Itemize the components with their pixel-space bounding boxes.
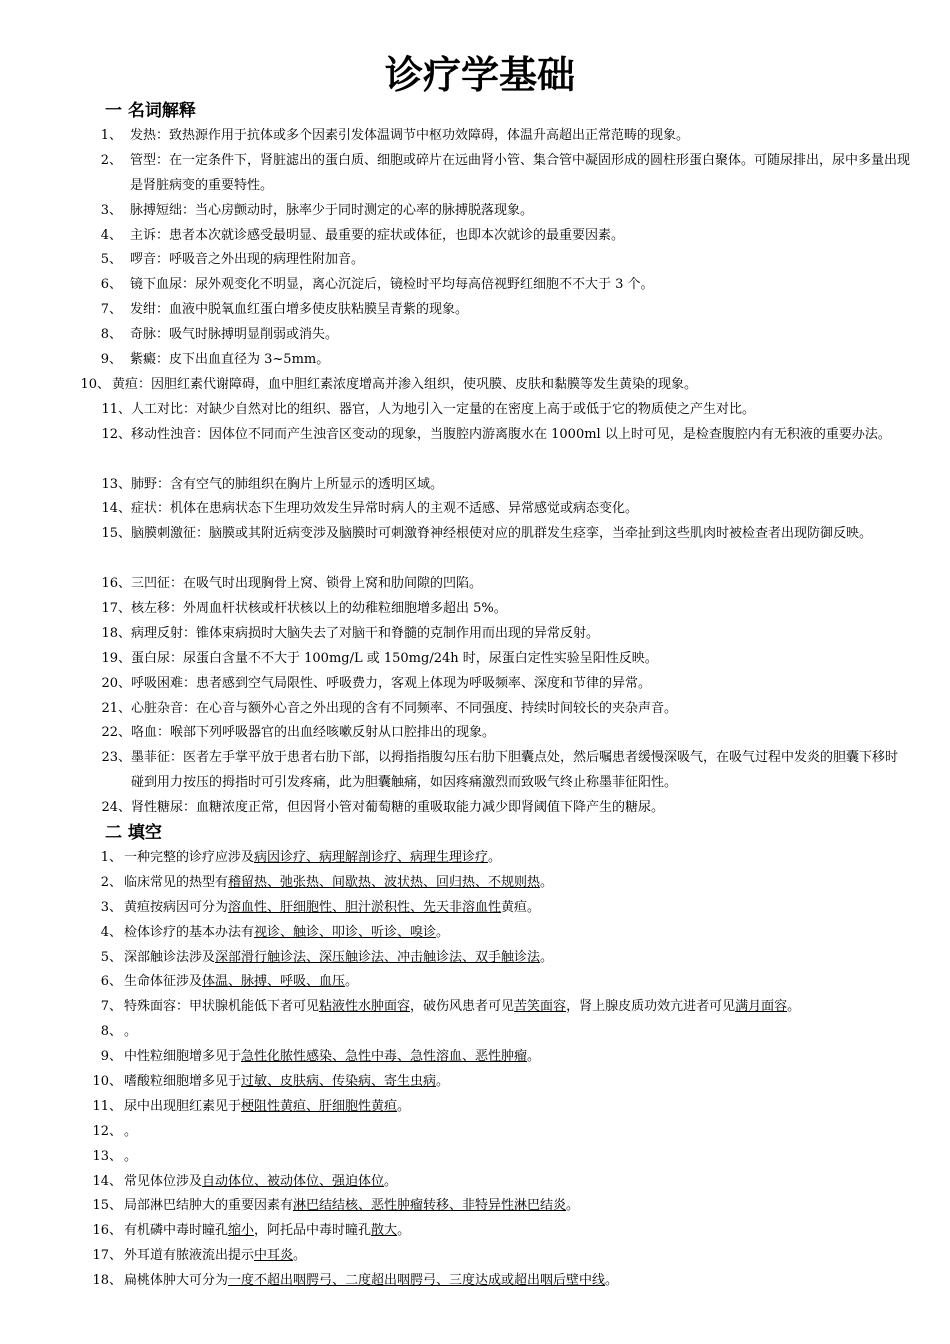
item-number: 1、 xyxy=(100,850,122,865)
fill-in-item xyxy=(0,1120,950,1145)
fill-in-text xyxy=(124,1219,410,1244)
item-number: 15、 xyxy=(92,1198,122,1214)
item-number: 19、 xyxy=(101,650,131,666)
fill-in-text xyxy=(124,995,800,1020)
fill-in-text xyxy=(124,1244,306,1269)
fill-in-item xyxy=(0,970,950,995)
item-number: 24、 xyxy=(101,800,131,816)
item-number: 3、 xyxy=(100,202,122,218)
item-number: 5、 xyxy=(100,949,122,965)
answer-blank: 急性化脓性感染、急性中毒、急性溶血、恶性肿瘤 xyxy=(241,1049,528,1065)
definition-text: 核左移：外周血杆状核或杆状核以上的幼稚粒细胞增多超出 5%。 xyxy=(131,600,507,616)
fill-in-text xyxy=(124,1145,137,1170)
item-number: 10、 xyxy=(92,1074,122,1090)
question-text: 特殊面容：甲状腺机能低下者可见 xyxy=(124,999,320,1015)
definition-text: 人工对比：对缺少自然对比的组织、器官，人为地引入一定量的在密度上高于或低于它的物质使之产生对比。 xyxy=(131,401,756,417)
definition-text: 黄疸：因胆红素代谢障碍，血中胆红素浓度增高并渗入组织，使巩膜、皮肤和黏膜等发生黄染的现象。 xyxy=(112,376,698,392)
question-text: 有机磷中毒时瞳孔 xyxy=(124,1223,229,1239)
definition-text: 咯血：喉部下列呼吸器官的出血经咳嗽反射从口腔排出的现象。 xyxy=(131,725,496,741)
item-number: 17、 xyxy=(101,600,131,616)
fill-in-item xyxy=(0,1095,950,1120)
item-number: 3、 xyxy=(100,899,122,915)
section-heading-definitions: 一 名词解释 xyxy=(105,101,196,121)
definition-text: 发绀：血液中脱氧血红蛋白增多使皮肤粘膜呈青紫的现象。 xyxy=(130,302,469,318)
definition-text: 肺野：含有空气的肺组织在胸片上所显示的透明区域。 xyxy=(131,476,444,492)
fill-in-item xyxy=(0,1045,950,1070)
document-title: 诊疗学基础 xyxy=(384,53,575,97)
definition-item xyxy=(0,373,950,398)
definition-text: 三凹征：在吸气时出现胸骨上窝、锁骨上窝和肋间隙的凹陷。 xyxy=(131,576,483,592)
fill-in-item xyxy=(0,1020,950,1045)
question-text: 黄疸按病因可分为 xyxy=(124,899,229,915)
item-number: 1、 xyxy=(100,128,122,143)
answer-blank: 缩小 xyxy=(228,1223,255,1239)
fill-in-text xyxy=(124,921,449,946)
question-text: 中性粒细胞增多见于 xyxy=(124,1049,242,1065)
question-text: 。 xyxy=(540,949,554,965)
answer-blank: 病因诊疗、病理解剖诊疗、病理生理诊疗 xyxy=(254,850,489,865)
definition-item xyxy=(0,647,950,672)
definition-text: 移动性浊音：因体位不同而产生浊音区变动的现象，当腹腔内游离腹水在 1000ml 以上时可见，是检查腹腔内有无积液的重要办法。 xyxy=(131,426,891,442)
question-text: 。 xyxy=(540,874,554,890)
answer-blank: 视诊、触诊、叩诊、听诊、嗅诊 xyxy=(254,924,437,940)
definition-text: 肾性糖尿：血糖浓度正常，但因肾小管对葡萄糖的重吸取能力减少即肾阈值下降产生的糖尿。 xyxy=(131,800,665,816)
fill-in-text xyxy=(124,946,553,971)
item-number: 11、 xyxy=(101,401,131,417)
item-number: 22、 xyxy=(101,725,131,741)
item-number: 5、 xyxy=(100,252,122,268)
item-number: 23、 xyxy=(101,750,131,766)
item-number: 10、 xyxy=(80,376,110,392)
definition-item xyxy=(0,497,950,522)
question-text: 扁桃体肿大可分为 xyxy=(124,1273,229,1289)
item-number: 6、 xyxy=(100,974,122,990)
answer-blank: 稽留热、弛张热、间歇热、波状热、回归热、不规则热 xyxy=(228,874,541,890)
item-number: 13、 xyxy=(101,476,131,492)
item-number: 8、 xyxy=(100,1024,122,1040)
definition-text: 蛋白尿：尿蛋白含量不不大于 100mg/L 或 150mg/24h 时，尿蛋白定性实验呈阳性反映。 xyxy=(131,650,658,666)
definition-text: 发热：致热源作用于抗体或多个因素引发体温调节中枢功效障碍，体温升高超出正常范畴的现象。 xyxy=(130,128,690,143)
definition-item xyxy=(0,697,950,722)
question-text: 。 xyxy=(436,1074,450,1090)
answer-blank: 体温、脉搏、呼吸、血压 xyxy=(202,974,346,990)
question-text: 局部淋巴结肿大的重要因素有 xyxy=(124,1198,294,1214)
definition-text: 镜下血尿：尿外观变化不明显，离心沉淀后，镜检时平均每高倍视野红细胞不不大于 3 个。 xyxy=(130,277,654,293)
fill-in-item xyxy=(0,1244,950,1269)
item-number: 9、 xyxy=(100,352,122,368)
item-number: 4、 xyxy=(100,924,122,940)
definition-item xyxy=(0,721,950,746)
definition-item xyxy=(0,248,950,273)
definition-item xyxy=(0,348,950,373)
definition-item xyxy=(0,273,950,298)
definitions-list xyxy=(0,124,950,821)
answer-blank: 散大 xyxy=(371,1223,398,1239)
definition-item xyxy=(0,522,950,572)
item-number: 20、 xyxy=(101,675,131,691)
fill-in-item xyxy=(0,1170,950,1195)
definition-item xyxy=(0,572,950,597)
definition-item xyxy=(0,622,950,647)
fill-in-text xyxy=(124,846,501,871)
question-text: 。 xyxy=(384,1173,398,1189)
answer-blank: 苦笑面容 xyxy=(514,999,567,1015)
question-text: 。 xyxy=(124,1148,138,1164)
item-number: 14、 xyxy=(92,1173,122,1189)
definition-text: 呼吸困难：患者感到空气局限性、呼吸费力，客观上体现为呼吸频率、深度和节律的异常。 xyxy=(131,675,652,691)
fill-in-text xyxy=(124,1020,137,1045)
question-text: ，肾上腺皮质功效亢进者可见 xyxy=(566,999,736,1015)
fill-in-item xyxy=(0,871,950,896)
definition-item xyxy=(0,423,950,473)
fill-in-item xyxy=(0,946,950,971)
item-number: 12、 xyxy=(101,426,131,442)
answer-blank: 满月面容 xyxy=(735,999,788,1015)
item-number: 17、 xyxy=(92,1248,122,1264)
fill-in-text xyxy=(124,1194,579,1219)
definition-text: 墨菲征：医者左手掌平放于患者右肋下部，以拇指指腹勾压右肋下胆囊点处，然后嘱患者缓慢深吸气，在吸气过程中发炎的胆囊下移时碰到用力按压的拇指时可引发疼痛，此为胆囊触痛，如因疼痛激烈而致吸气终止称墨菲征阳性。 xyxy=(131,750,899,791)
definition-item xyxy=(0,124,950,149)
definition-text: 心脏杂音：在心音与额外心音之外出现的含有不同频率、不同强度、持续时间较长的夹杂声音。 xyxy=(131,700,678,716)
definition-text: 脑膜刺激征：脑膜或其附近病变涉及脑膜时可刺激脊神经根使对应的肌群发生痉挛，当牵扯到这些肌肉时被检查者出现防御反映。 xyxy=(131,526,873,542)
definition-text: 管型：在一定条件下，肾脏滤出的蛋白质、细胞或碎片在远曲肾小管、集合管中凝固形成的圆柱形蛋白聚体。可随尿排出，尿中多量出现是肾脏病变的重要特性。 xyxy=(130,152,911,193)
fill-in-text xyxy=(124,1045,540,1070)
fill-in-item xyxy=(0,846,950,871)
item-number: 9、 xyxy=(100,1049,122,1065)
definition-item xyxy=(0,672,950,697)
definition-item xyxy=(0,746,950,796)
question-text: 。 xyxy=(124,1024,138,1040)
definition-text: 症状：机体在患病状态下生理功效发生异常时病人的主观不适感、异常感觉或病态变化。 xyxy=(131,501,639,517)
fill-in-text xyxy=(124,970,358,995)
question-text: 检体诊疗的基本办法有 xyxy=(124,924,255,940)
item-number: 21、 xyxy=(101,700,131,716)
fill-in-text xyxy=(124,1269,618,1294)
fill-in-text xyxy=(124,1120,137,1145)
fill-in-item xyxy=(0,995,950,1020)
fill-in-text xyxy=(124,871,553,896)
answer-blank: 粘液性水肿面容 xyxy=(319,999,411,1015)
definition-item xyxy=(0,149,950,199)
item-number: 4、 xyxy=(100,227,122,243)
fill-in-list xyxy=(0,846,950,1294)
definition-text: 主诉：患者本次就诊感受最明显、最重要的症状或体征，也即本次就诊的最重要因素。 xyxy=(130,227,625,243)
question-text: 一种完整的诊疗应涉及 xyxy=(124,850,255,865)
fill-in-text xyxy=(124,1170,397,1195)
answer-blank: 淋巴结结核、恶性肿瘤转移、非特异性淋巴结炎 xyxy=(293,1198,567,1214)
definition-item xyxy=(0,298,950,323)
definition-item xyxy=(0,398,950,423)
question-text: 。 xyxy=(345,974,359,990)
question-text: 嗜酸粒细胞增多见于 xyxy=(124,1074,242,1090)
item-number: 11、 xyxy=(92,1098,122,1114)
item-number: 15、 xyxy=(101,526,131,542)
question-text: 。 xyxy=(293,1248,307,1264)
item-number: 14、 xyxy=(101,501,131,517)
definition-item xyxy=(0,796,950,821)
item-number: 12、 xyxy=(92,1123,122,1139)
question-text: 常见体位涉及 xyxy=(124,1173,203,1189)
answer-blank: 过敏、皮肤病、传染病、寄生虫病 xyxy=(241,1074,437,1090)
question-text: 黄疸。 xyxy=(501,899,541,915)
definition-item xyxy=(0,199,950,224)
fill-in-item xyxy=(0,1145,950,1170)
item-number: 7、 xyxy=(100,302,122,318)
fill-in-item xyxy=(0,1194,950,1219)
item-number: 13、 xyxy=(92,1148,122,1164)
answer-blank: 溶血性、肝细胞性、胆汁淤积性、先天非溶血性 xyxy=(228,899,502,915)
answer-blank: 深部滑行触诊法、深压触诊法、冲击触诊法、双手触诊法 xyxy=(215,949,541,965)
question-text: ，破伤风患者可见 xyxy=(410,999,515,1015)
question-text: ，阿托品中毒时瞳孔 xyxy=(254,1223,372,1239)
question-text: 生命体征涉及 xyxy=(124,974,203,990)
question-text: 外耳道有脓液流出提示 xyxy=(124,1248,255,1264)
question-text: 。 xyxy=(566,1198,580,1214)
question-text: 。 xyxy=(527,1049,541,1065)
answer-blank: 梗阻性黄疸、肝细胞性黄疸 xyxy=(241,1098,398,1114)
question-text: 。 xyxy=(787,999,801,1015)
question-text: 。 xyxy=(397,1223,411,1239)
definition-text: 啰音：呼吸音之外出现的病理性附加音。 xyxy=(130,252,365,268)
item-number: 7、 xyxy=(100,999,122,1015)
item-number: 6、 xyxy=(100,277,122,293)
item-number: 16、 xyxy=(101,576,131,592)
fill-in-item xyxy=(0,921,950,946)
question-text: 。 xyxy=(124,1123,138,1139)
item-number: 8、 xyxy=(100,327,122,343)
definition-item xyxy=(0,224,950,249)
definition-item xyxy=(0,323,950,348)
fill-in-item xyxy=(0,1070,950,1095)
fill-in-item xyxy=(0,896,950,921)
question-text: 。 xyxy=(436,924,450,940)
answer-blank: 一度不超出咽腭弓、二度超出咽腭弓、三度达成或超出咽后壁中线 xyxy=(228,1273,606,1289)
question-text: 尿中出现胆红素见于 xyxy=(124,1098,242,1114)
question-text: 深部触诊法涉及 xyxy=(124,949,216,965)
question-text: 。 xyxy=(397,1098,411,1114)
fill-in-text xyxy=(124,1095,410,1120)
answer-blank: 自动体位、被动体位、强迫体位 xyxy=(202,1173,385,1189)
fill-in-text xyxy=(124,1070,449,1095)
question-text: 。 xyxy=(488,850,502,865)
item-number: 18、 xyxy=(101,625,131,641)
item-number: 16、 xyxy=(92,1223,122,1239)
fill-in-text xyxy=(124,896,540,921)
definition-text: 奇脉：吸气时脉搏明显削弱或消失。 xyxy=(130,327,339,343)
fill-in-item xyxy=(0,1269,950,1294)
definition-text: 脉搏短绌：当心房颤动时，脉率少于同时测定的心率的脉搏脱落现象。 xyxy=(130,202,534,218)
fill-in-item xyxy=(0,1219,950,1244)
definition-item xyxy=(0,597,950,622)
definition-text: 紫癜：皮下出血直径为 3~5mm。 xyxy=(130,352,330,368)
definition-item xyxy=(0,473,950,498)
section-heading-fill-in: 二 填空 xyxy=(105,823,162,843)
definition-text: 病理反射：锥体束病损时大脑失去了对脑干和脊髓的克制作用而出现的异常反射。 xyxy=(131,625,600,641)
item-number: 2、 xyxy=(100,874,122,890)
item-number: 18、 xyxy=(92,1273,122,1289)
answer-blank: 中耳炎 xyxy=(254,1248,294,1264)
item-number: 2、 xyxy=(100,152,122,168)
question-text: 临床常见的热型有 xyxy=(124,874,229,890)
question-text: 。 xyxy=(605,1273,619,1289)
